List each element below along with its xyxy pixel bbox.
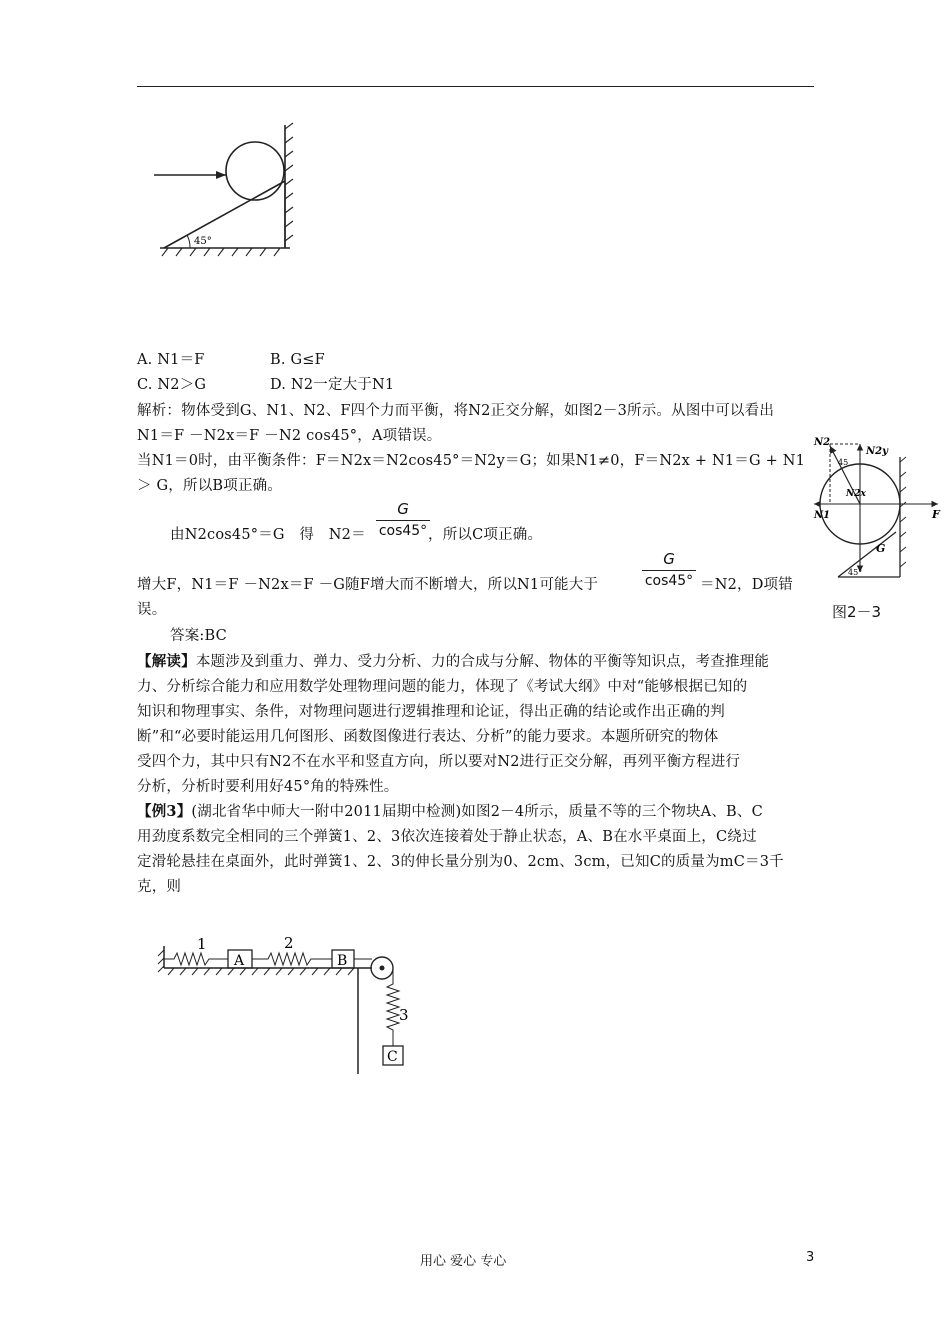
option-a: A. N1＝F: [137, 352, 205, 368]
option-d: D. N2一定大于N1: [270, 377, 395, 393]
answer-line: 答案:BC: [170, 628, 227, 644]
label-45-top: 45: [838, 458, 849, 467]
footer-motto: 用心 爱心 专心: [420, 1254, 507, 1269]
analysis-line-2: N1＝F －N2x＝F －N2 cos45°，A项错误。: [137, 428, 442, 444]
analysis-line-4: ＞ G，所以B项正确。: [137, 478, 283, 494]
example3-line-1: [137, 802, 763, 822]
block-a: A: [234, 953, 245, 969]
figure-2-3: [808, 432, 948, 600]
analysis-line-5b: ，所以C项正确。: [428, 527, 543, 543]
commentary-line-4: 断”和“必要时能运用几何图形、函数图像进行表达、分析”的能力要求。本题所研究的物体: [137, 729, 719, 745]
example3-line-2: 用劲度系数完全相同的三个弹簧1、2、3依次连接着处于静止状态，A、B在水平桌面上，C绕过: [137, 829, 757, 845]
commentary-line-3: 知识和物理事实、条件，对物理问题进行逻辑推理和论证，得出正确的结论或作出正确的判: [137, 704, 725, 720]
spring-2-label: 2: [284, 934, 294, 952]
fraction-g-over-cos45-2: [642, 550, 696, 589]
analysis-line-3: 当N1＝0时，由平衡条件：F＝N2x＝N2cos45°＝N2y＝G；如果N1≠0，F＝N2x + N1＝G + N1: [137, 453, 806, 469]
label-45-bottom: 45°: [848, 568, 863, 577]
figure-2-3-caption: 图2－3: [832, 603, 882, 621]
incline-ball-figure: [140, 115, 330, 265]
block-b: B: [337, 953, 348, 969]
commentary-line-1-text: 本题涉及到重力、弹力、受力分析、力的合成与分解、物体的平衡等知识点，考查推理能: [195, 654, 770, 670]
fraction-g-over-cos45-1: [376, 500, 430, 539]
label-g: G: [876, 542, 886, 555]
label-n2x: N2x: [846, 489, 866, 499]
commentary-line-5: 受四个力，其中只有N2不在水平和竖直方向，所以要对N2进行正交分解，再列平衡方程进行: [137, 754, 741, 770]
analysis-line-6b: ＝N2，D项错: [700, 577, 793, 593]
label-n2y: N2y: [866, 446, 888, 457]
analysis-line-1: 解析：物体受到G、N1、N2、F四个力而平衡，将N2正交分解，如图2－3所示。从图中可以看出: [137, 403, 775, 419]
option-c: C. N2＞G: [137, 377, 207, 393]
analysis-line-5a: 由N2cos45°＝G 得 N2＝: [170, 527, 366, 543]
header-rule: [137, 86, 814, 87]
page-number: 3: [806, 1250, 815, 1265]
label-n1: N1: [814, 510, 831, 521]
example3-heading: 【例3】: [137, 803, 192, 820]
analysis-line-6a: 增大F，N1＝F －N2x＝F －G随F增大而不断增大，所以N1可能大于: [137, 577, 599, 593]
fraction-bar: [642, 570, 696, 571]
spring-1-label: 1: [197, 935, 207, 953]
figure-2-4: [150, 928, 420, 1080]
fraction-denominator: cos45°: [644, 573, 694, 589]
commentary-line-2: 力、分析综合能力和应用数学处理物理问题的能力，体现了《考试大纲》中对“能够根据已知的: [137, 679, 748, 695]
fraction-numerator: G: [397, 500, 409, 518]
label-f: F: [932, 508, 940, 521]
fraction-denominator: cos45°: [378, 523, 428, 539]
label-n2: N2: [814, 437, 831, 448]
option-b: B. G≤F: [270, 352, 325, 368]
example3-line-4: 克，则: [137, 879, 182, 895]
commentary-heading: 【解读】: [137, 653, 196, 670]
spring-3-label: 3: [399, 1006, 409, 1024]
fraction-numerator: G: [663, 550, 675, 568]
fig1-angle-label: 45°: [194, 236, 212, 247]
fraction-bar: [376, 520, 430, 521]
block-c: C: [387, 1049, 398, 1065]
example3-line-3: 定滑轮悬挂在桌面外，此时弹簧1、2、3的伸长量分别为0、2cm、3cm，已知C的质量为mC＝3千: [137, 854, 784, 870]
example3-line-1-text: (湖北省华中师大一附中2011届期中检测)如图2－4所示，质量不等的三个物块A、B、C: [191, 804, 763, 820]
commentary-line-6: 分析，分析时要利用好45°角的特殊性。: [137, 779, 399, 795]
commentary-line-1: [137, 652, 769, 672]
analysis-line-7: 误。: [137, 602, 167, 618]
